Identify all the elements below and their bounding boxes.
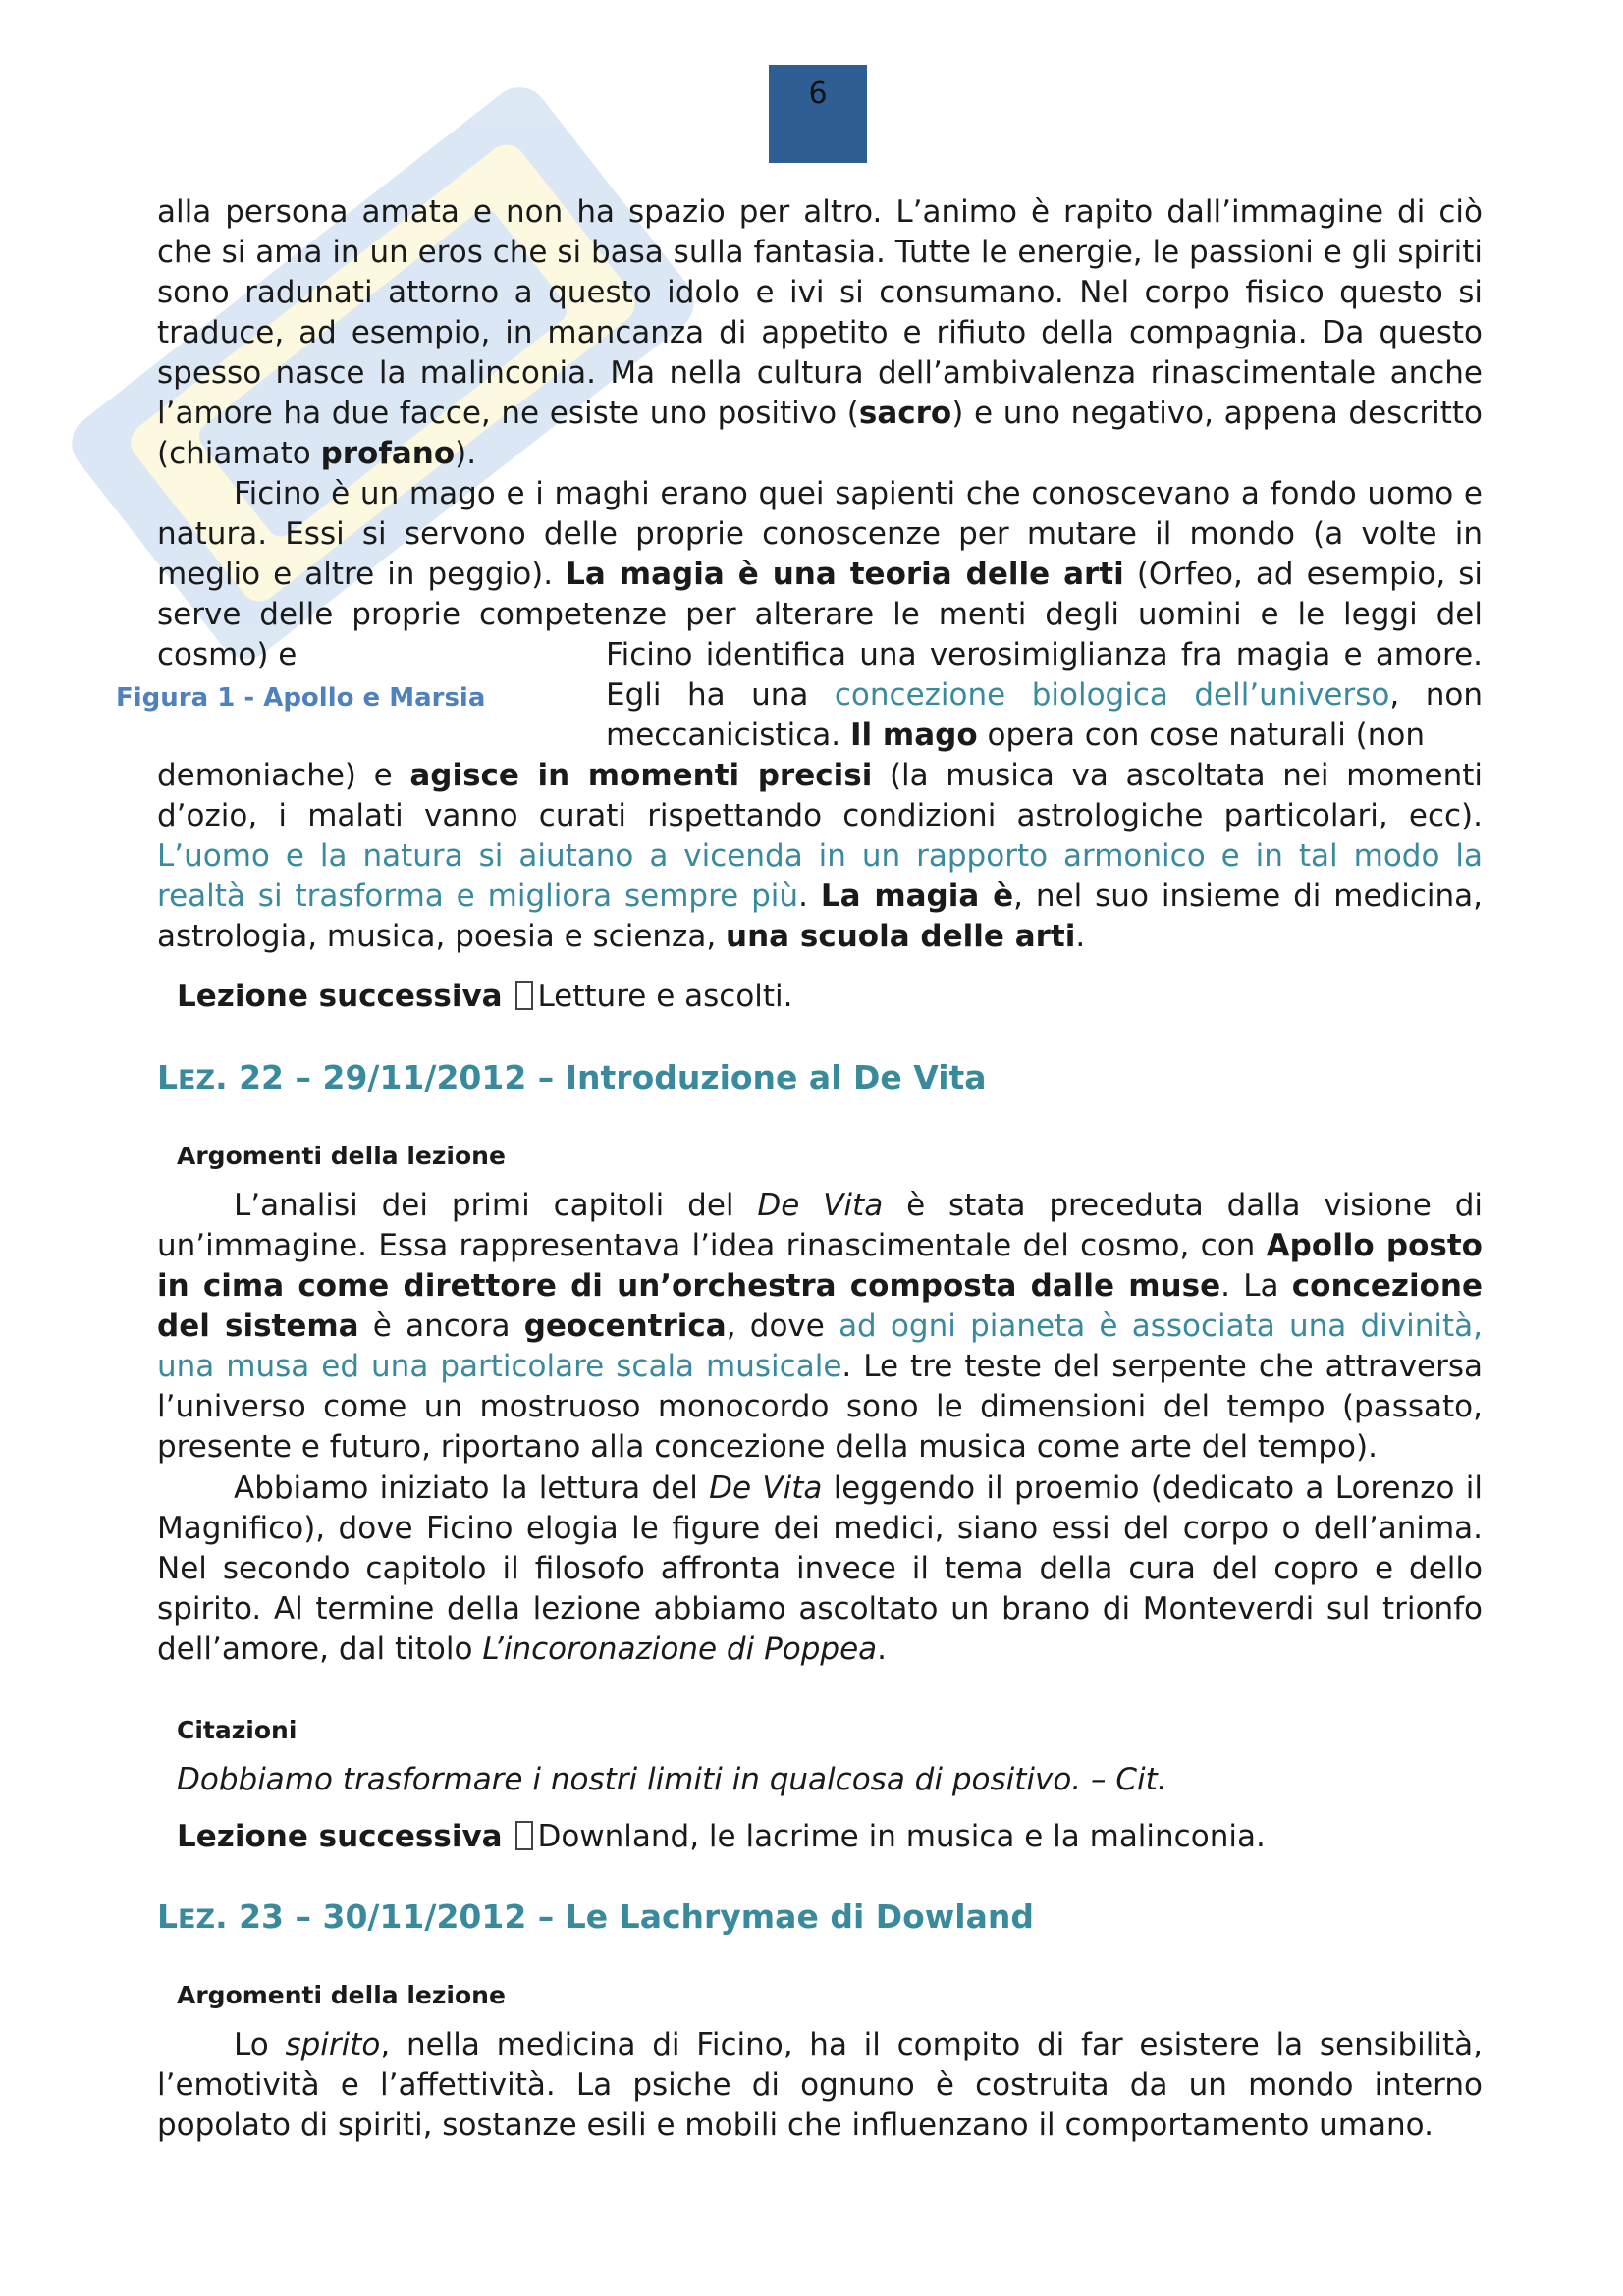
next-lesson-2: Lezione successiva Downland, le lacrime in musica e la malinconia.: [177, 1819, 1266, 1854]
paragraph-mago: Ficino è un mago e i maghi erano quei sapienti che conoscevano a fondo uomo e natura. Essi si servono delle proprie conoscenze per mutare il mondo (a volte in meglio e altre in peggio). La magia è una teoria delle arti (Orfeo, ad esempio, si serve delle proprie competenze per alterare le menti degli uomini e le leggi del cosmo) e: [157, 476, 1483, 672]
next-lesson-1: Lezione successiva Letture e ascolti.: [177, 979, 793, 1014]
paragraph-eros: alla persona amata e non ha spazio per altro. L’animo è rapito dall’immagine di ciò che si ama in un eros che si basa sulla fantasia. Tutte le energie, le passioni e gli spiriti sono radunati attorno a questo idolo e ivi si consumano. Nel corpo fisico questo si traduce, ad esempio, in mancanza di appetito e rifiuto della compagnia. Da questo spesso nasce la malinconia. Ma nella cultura dell’ambivalenza rinascimentale anche l’amore ha due facce, ne esiste uno positivo (sacro) e uno negativo, appena descritto (chiamato profano).: [157, 194, 1483, 471]
paragraph-de-vita: Abbiamo iniziato la lettura del De Vita leggendo il proemio (dedicato a Lorenzo il Magnifico), dove Ficino elogia le figure dei medici, siano essi del corpo o dell’anima. Nel secondo capitolo il filosofo affronta invece il tema della cura del copro e dello spirito. Al termine della lezione abbiamo ascoltato un brano di Monteverdi sul trionfo dell’amore, dal titolo L’incoronazione di Poppea.: [157, 1470, 1483, 1667]
paragraph-wrap-figure: Ficino identifica una verosimiglianza fra magia e amore. Egli ha una concezione biologica dell’universo, non meccanicistica. Il mago opera con cose naturali (non: [606, 637, 1483, 753]
paragraph-cosmo: L’analisi dei primi capitoli del De Vita è stata preceduta dalla visione di un’immagine. Essa rappresentava l’idea rinascimentale del cosmo, con Apollo posto in cima come direttore di un’orchestra composta dalle muse. La concezione del sistema è ancora geocentrica, dove ad ogni pianeta è associata una divinità, una musa ed una particolare scala musicale. Le tre teste del serpente che attraversa l’universo come un mostruoso monocordo sono le dimensioni del tempo (passato, presente e futuro, riportano alla concezione della musica come arte del tempo).: [157, 1188, 1484, 1465]
subheading-argomenti-22: Argomenti della lezione: [177, 1142, 506, 1170]
arrow-placeholder-icon: [515, 1821, 533, 1850]
page-number: 6: [769, 65, 867, 163]
quote: Dobbiamo trasformare i nostri limiti in qualcosa di positivo. – Cit.: [177, 1762, 1167, 1797]
arrow-placeholder-icon: [515, 981, 533, 1010]
subheading-argomenti-23: Argomenti della lezione: [177, 1981, 506, 2009]
heading-lez-22: LEZ. 22 – 29/11/2012 – Introduzione al De Vita: [157, 1058, 987, 1096]
paragraph-magia: demoniache) e agisce in momenti precisi (la musica va ascoltata nei momenti d’ozio, i malati vanno curati rispettando condizioni astrologiche particolari, ecc). L’uomo e la natura si aiutano a vicenda in un rapporto armonico e in tal modo la realtà si trasforma e migliora sempre più. La magia è, nel suo insieme di medicina, astrologia, musica, poesia e scienza, una scuola delle arti.: [157, 758, 1483, 954]
subheading-citazioni: Citazioni: [177, 1716, 298, 1744]
heading-lez-23: LEZ. 23 – 30/11/2012 – Le Lachrymae di Dowland: [157, 1897, 1034, 1936]
figure-caption: Figura 1 - Apollo e Marsia: [116, 683, 486, 713]
paragraph-spirito: Lo spirito, nella medicina di Ficino, ha il compito di far esistere la sensibilità, l’emotività e l’affettività. La psiche di ognuno è costruita da un mondo interno popolato di spiriti, sostanze esili e mobili che influenzano il comportamento umano.: [157, 2027, 1484, 2143]
